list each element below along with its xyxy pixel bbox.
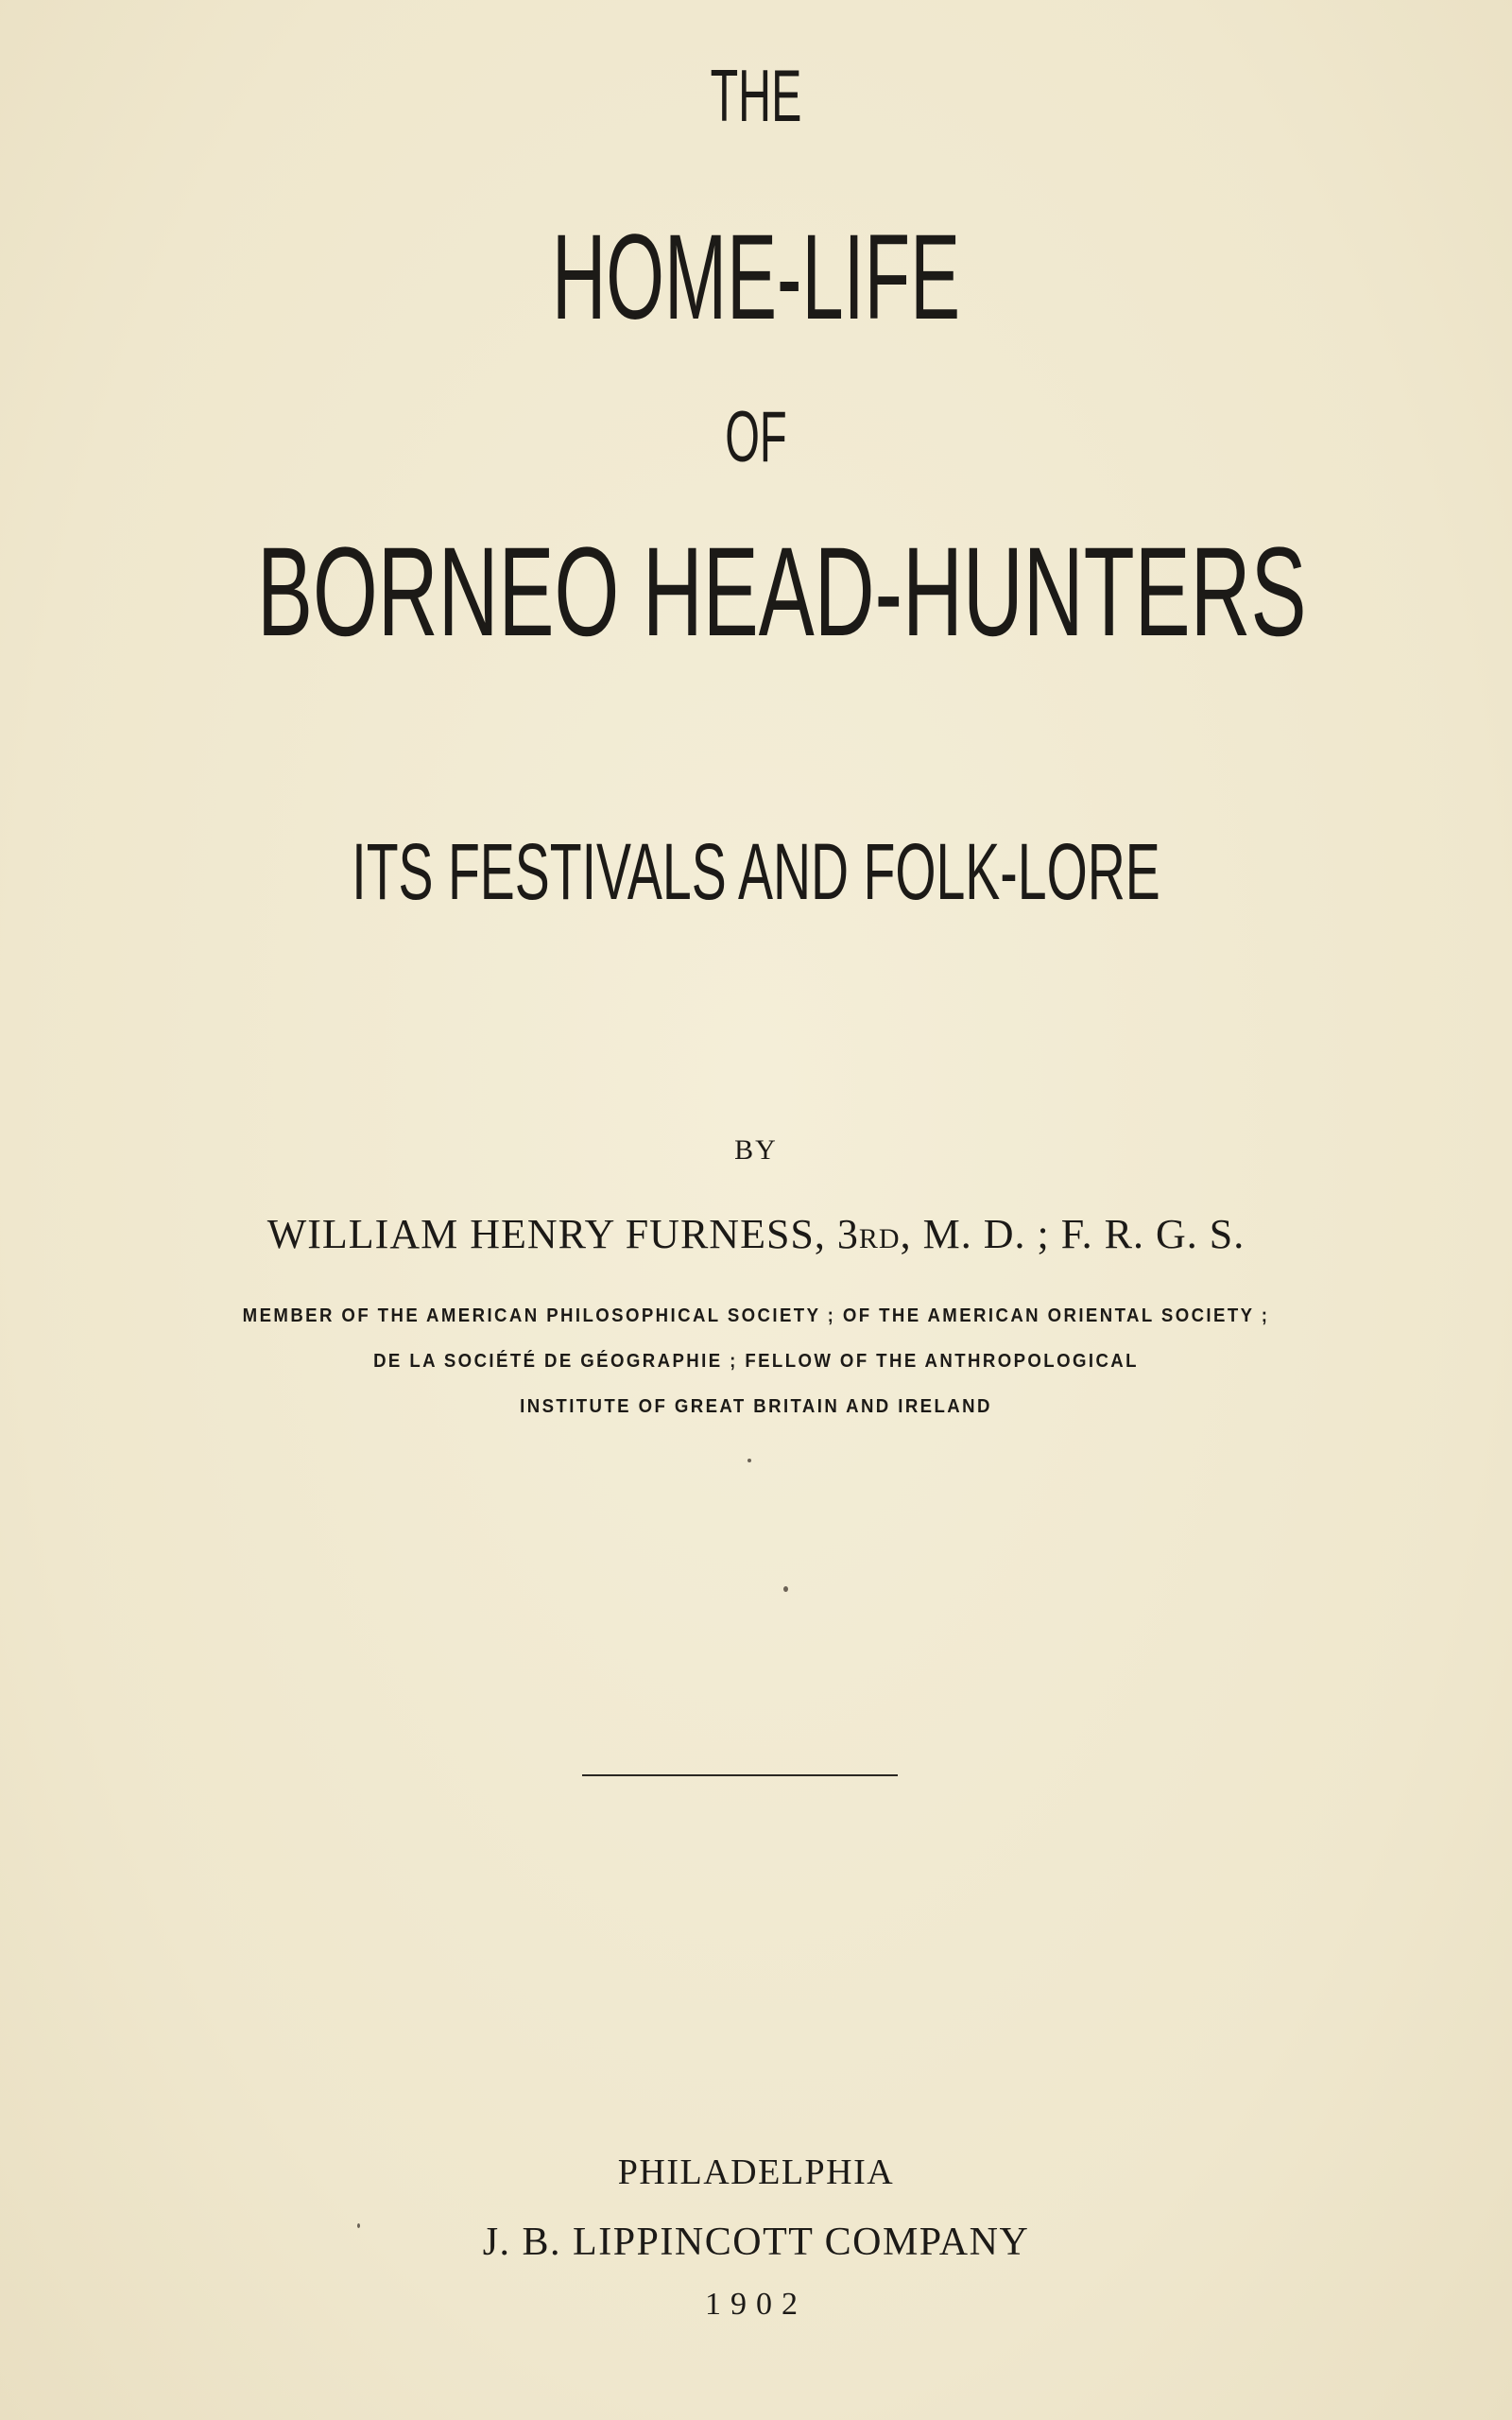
title-article: THE [710, 54, 802, 137]
subtitle: ITS FESTIVALS AND FOLK-LORE [352, 827, 1160, 916]
byline-by: BY [734, 1134, 778, 1166]
membership-line-1: MEMBER OF THE AMERICAN PHILOSOPHICAL SOCIETY ; OF THE AMERICAN ORIENTAL SOCIETY ; [242, 1305, 1270, 1326]
author-line [0, 1212, 1512, 1262]
imprint-publisher: J. B. LIPPINCOTT COMPANY [482, 2221, 1030, 2264]
imprint-year: 1902 [705, 2287, 807, 2322]
author-suffix: RD [858, 1223, 901, 1254]
imprint-place: PHILADELPHIA [617, 2152, 895, 2192]
divider-rule [582, 1774, 898, 1776]
title-line-borneo-head-hunters: BORNEO HEAD-HUNTERS [257, 522, 1307, 663]
author-credentials: , M. D. ; F. R. G. S. [900, 1211, 1246, 1257]
author-name: WILLIAM HENRY FURNESS, 3 [266, 1211, 859, 1257]
paper-speck [747, 1459, 751, 1462]
membership-line-3: INSTITUTE OF GREAT BRITAIN AND IRELAND [520, 1396, 992, 1417]
membership-line-2: DE LA SOCIÉTÉ DE GÉOGRAPHIE ; FELLOW OF THE ANTHROPOLOGICAL [373, 1351, 1139, 1372]
title-connector-of: OF [725, 397, 787, 477]
title-line-home-life: HOME-LIFE [551, 210, 961, 345]
paper-speck [783, 1586, 788, 1592]
